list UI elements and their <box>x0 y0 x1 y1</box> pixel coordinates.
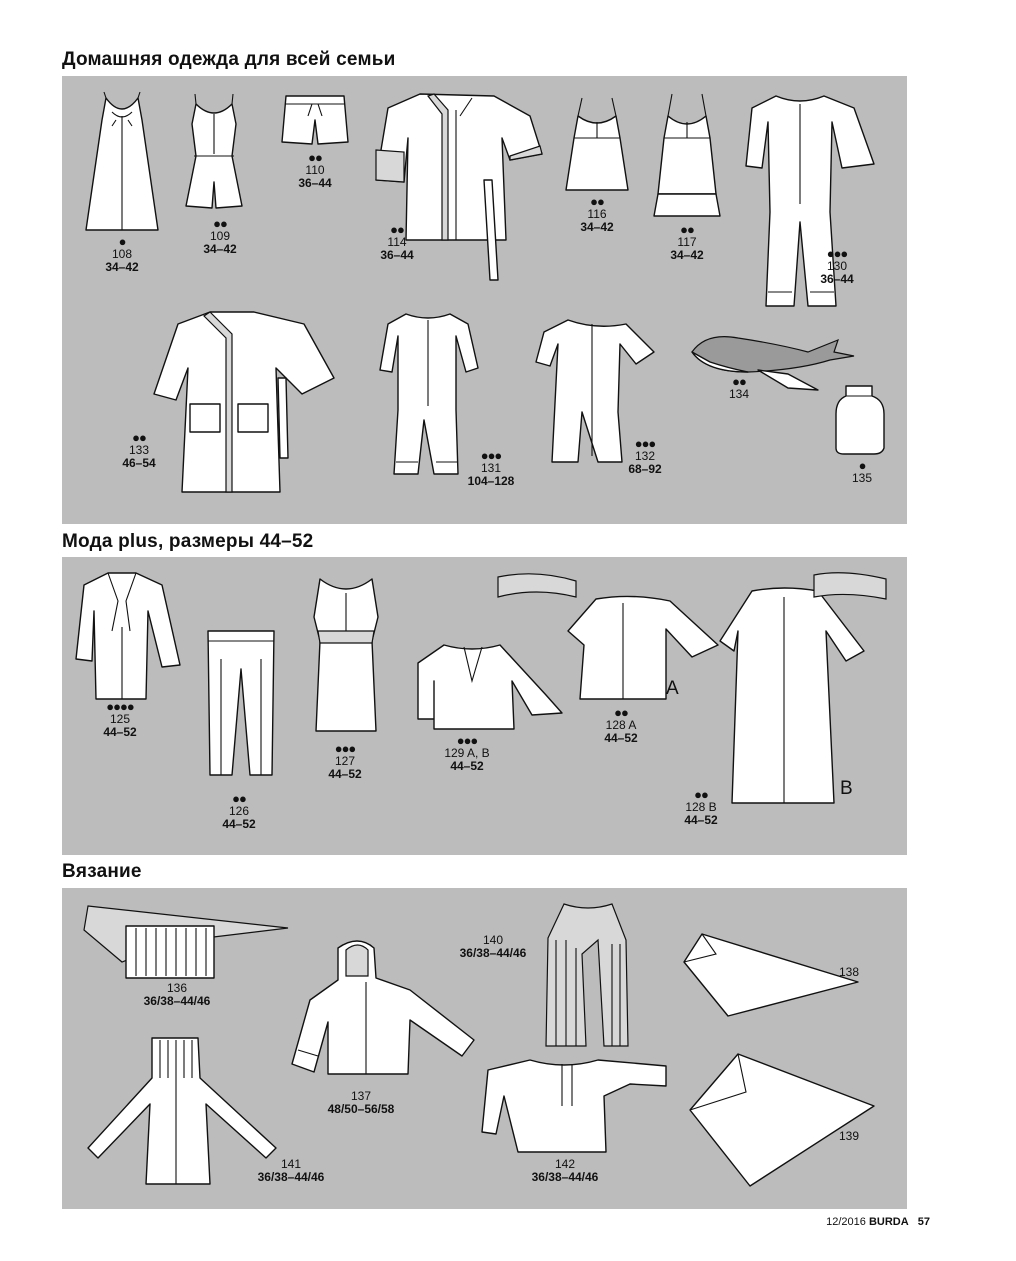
panel-home-wear <box>62 76 907 524</box>
label-128b: ●● 128 B 44–52 <box>684 787 718 827</box>
panel-knitting <box>62 888 907 1209</box>
label-129: ●●● 129 A, B 44–52 <box>444 733 490 773</box>
view-letter-a: A <box>666 678 679 699</box>
model-136-sketch <box>82 902 292 982</box>
model-126-sketch <box>206 629 276 779</box>
label-117: ●● 117 34–42 <box>670 222 704 262</box>
label-138: 138 <box>838 965 860 979</box>
model-125-sketch <box>74 571 184 701</box>
label-109: ●● 109 34–42 <box>203 216 237 256</box>
section-title-home-wear: Домашняя одежда для всей семьи <box>62 49 396 70</box>
label-140: 140 36/38–44/46 <box>459 933 527 960</box>
label-139: 139 <box>838 1129 860 1143</box>
model-137-sketch <box>290 938 476 1078</box>
view-letter-b: B <box>840 778 853 799</box>
label-133: ●● 133 46–54 <box>122 430 156 470</box>
page-footer <box>826 1215 930 1229</box>
model-116-sketch <box>564 98 630 194</box>
page-number: 57 <box>917 1216 930 1228</box>
panel-plus-fashion <box>62 557 907 855</box>
label-116: ●● 116 34–42 <box>580 194 614 234</box>
label-131: ●●● 131 104–128 <box>467 448 515 488</box>
model-108-sketch <box>82 90 162 230</box>
label-134: ●● 134 <box>728 374 750 401</box>
label-108: ● 108 34–42 <box>105 234 139 274</box>
model-109-sketch <box>182 94 246 214</box>
model-140-sketch <box>542 900 632 1050</box>
model-128b-sketch <box>714 571 894 807</box>
section-title-knitting: Вязание <box>62 861 142 882</box>
label-128a: ●● 128 A 44–52 <box>604 705 638 745</box>
model-117-sketch <box>652 94 722 220</box>
label-132: ●●● 132 68–92 <box>628 436 662 476</box>
label-114: ●● 114 36–44 <box>380 222 414 262</box>
label-125: ●●●● 125 44–52 <box>103 699 137 739</box>
label-142: 142 36/38–44/46 <box>531 1157 599 1184</box>
model-135-sketch <box>834 384 884 456</box>
label-136: 136 36/38–44/46 <box>143 981 211 1008</box>
brand-name: BURDA <box>868 1216 909 1228</box>
label-126: ●● 126 44–52 <box>222 791 256 831</box>
model-110-sketch <box>280 94 350 146</box>
model-142-sketch <box>480 1056 670 1156</box>
label-135: ● 135 <box>851 458 873 485</box>
label-110: ●● 110 36–44 <box>298 150 332 190</box>
label-137: 137 48/50–56/58 <box>327 1089 395 1116</box>
label-127: ●●● 127 44–52 <box>328 741 362 781</box>
issue-date: 12/2016 <box>826 1216 866 1228</box>
label-141: 141 36/38–44/46 <box>257 1157 325 1184</box>
model-127-sketch <box>306 577 386 737</box>
label-130: ●●● 130 36–44 <box>820 246 854 286</box>
model-128a-sketch <box>496 569 720 701</box>
model-139-sketch <box>688 1048 878 1188</box>
section-title-plus-fashion: Мода plus, размеры 44–52 <box>62 531 314 552</box>
